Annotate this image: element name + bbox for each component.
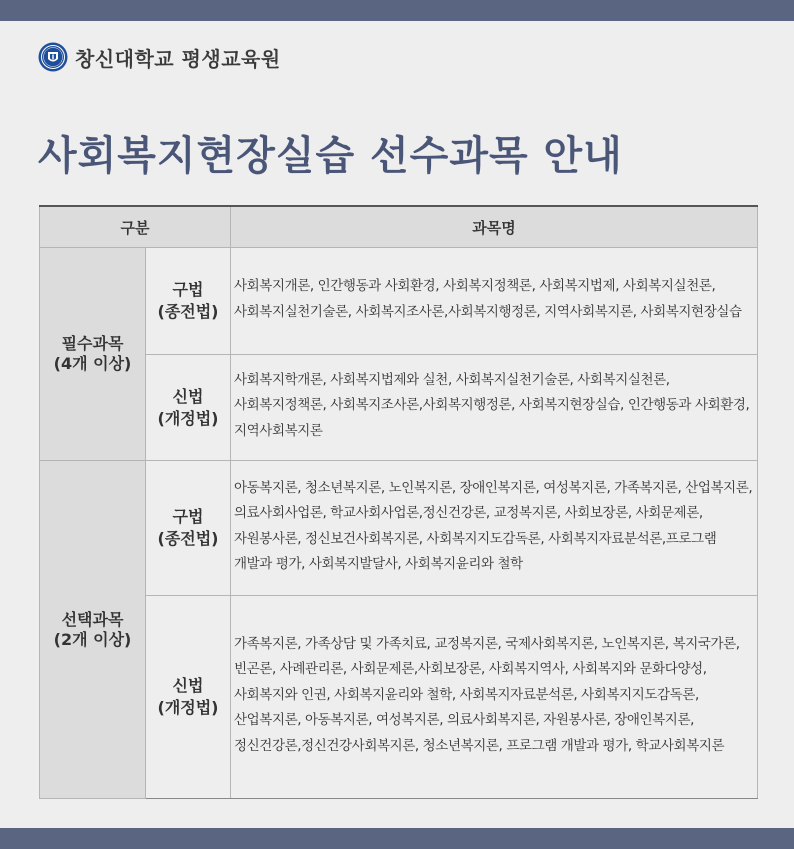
bottom-bar <box>0 828 794 849</box>
law-subname: (종전법) <box>157 529 219 548</box>
category-requirement: (2개 이상) <box>53 629 132 649</box>
category-name: 선택과목 <box>61 609 124 629</box>
table-row <box>40 355 758 461</box>
org-logo <box>38 42 281 72</box>
course-list: 사회복지학개론, 사회복지법제와 실천, 사회복지실천기술론, 사회복지실천론, 사회복지정책론, 사회복지조사론,사회복지행정론, 사회복지현장실습, 인간행동과 사회환경, 지역사회복지론 <box>231 355 758 461</box>
university-emblem-icon <box>38 42 68 72</box>
course-list: 가족복지론, 가족상담 및 가족치료, 교정복지론, 국제사회복지론, 노인복지론, 복지국가론, 빈곤론, 사례관리론, 사회문제론,사회보장론, 사회복지역사, 사회복지와 문화다양성, 사회복지와 인권, 사회복지윤리와 철학, 사회복지자료분석론, 사회복지지도감독론, 산업복지론, 아동복지론, 여성복지론, 의료사회복지론, 자원봉사론, 장애인복지론, 정신건강론,정신건강사회복지론, 청소년복지론, 프로그램 개발과 평가, 학교사회복지론 <box>231 596 758 799</box>
required-category-cell <box>40 248 146 461</box>
table-row <box>40 596 758 799</box>
table-row <box>40 461 758 596</box>
page-title: 사회복지현장실습 선수과목 안내 <box>38 133 623 179</box>
law-cell <box>146 248 231 355</box>
table-row <box>40 248 758 355</box>
org-name: 창신대학교 평생교육원 <box>75 46 281 71</box>
category-header: 구분 <box>40 206 231 248</box>
top-bar <box>0 0 794 21</box>
law-name: 신법 <box>172 676 204 695</box>
law-subname: (종전법) <box>157 302 219 321</box>
table-header-row <box>40 206 758 248</box>
category-name: 필수과목 <box>61 334 124 353</box>
course-table <box>39 205 758 799</box>
courses-header: 과목명 <box>231 206 758 248</box>
law-cell <box>146 461 231 596</box>
category-requirement: (4개 이상) <box>53 354 132 373</box>
course-list: 사회복지개론, 인간행동과 사회환경, 사회복지정책론, 사회복지법제, 사회복지실천론, 사회복지실천기술론, 사회복지조사론,사회복지행정론, 지역사회복지론, 사회복지현장실습 <box>231 248 758 355</box>
course-list: 아동복지론, 청소년복지론, 노인복지론, 장애인복지론, 여성복지론, 가족복지론, 산업복지론, 의료사회사업론, 학교사회사업론,정신건강론, 교정복지론, 사회보장론, 사회문제론, 자원봉사론, 정신보건사회복지론, 사회복지지도감독론, 사회복지자료분석론,프로그램 개발과 평가, 사회복지발달사, 사회복지윤리와 철학 <box>231 461 758 596</box>
law-name: 신법 <box>172 386 204 406</box>
law-cell <box>146 355 231 461</box>
law-subname: (개정법) <box>157 408 219 428</box>
elective-category-cell <box>40 461 146 799</box>
law-name: 구법 <box>172 507 204 526</box>
law-subname: (개정법) <box>157 698 219 717</box>
law-cell <box>146 596 231 799</box>
law-name: 구법 <box>172 280 204 299</box>
